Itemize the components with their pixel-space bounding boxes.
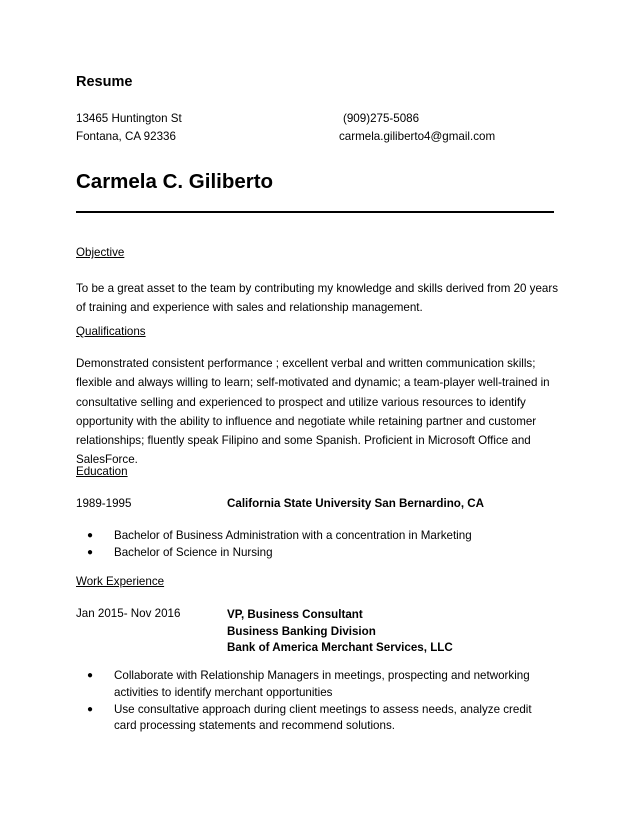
- degree-list: [76, 528, 556, 562]
- job-company: Bank of America Merchant Services, LLC: [227, 641, 453, 654]
- phone-number: (909)275-5086: [343, 112, 420, 125]
- contact-block: [339, 110, 495, 146]
- qualifications-text: Demonstrated consistent performance ; excellent verbal and written communication skills; flexible and always willing to learn; self-motivated and dynamic; a team-player well-trained in consultative selling and experienced to prospect and utilize various resources to identify opportunity with the ability to influence and negotiate while retaining partner and customer relationships; fluently speak Filipino and some Spanish. Proficient in Microsoft Office and SalesForce.: [76, 357, 550, 467]
- education-school: California State University San Bernardino, CA: [227, 497, 485, 510]
- name-underline-rule: [76, 211, 554, 213]
- degree-text: Bachelor of Science in Nursing: [114, 545, 273, 559]
- bullet-icon: ●: [87, 546, 94, 558]
- list-item: [76, 545, 556, 562]
- education-dates: 1989-1995: [76, 497, 132, 510]
- objective-heading: Objective: [76, 246, 125, 259]
- document-title: Resume: [76, 74, 133, 90]
- list-item: [76, 528, 556, 545]
- duty-text: Use consultative approach during client meetings to assess needs, analyze credit card processing statements and recommend solutions.: [114, 702, 532, 733]
- duty-text: Collaborate with Relationship Managers in meetings, prospecting and networking activities to identify merchant opportunities: [114, 669, 530, 699]
- address-city: Fontana, CA 92336: [76, 130, 176, 143]
- work-experience-heading: Work Experience: [76, 575, 165, 588]
- work-dates-row: [76, 607, 227, 620]
- job-division: Business Banking Division: [227, 624, 376, 638]
- qualifications-heading: Qualifications: [76, 325, 146, 338]
- degree-text: Bachelor of Business Administration with a concentration in Marketing: [114, 529, 472, 542]
- email-address: carmela.giliberto4@gmail.com: [339, 130, 496, 143]
- address-street: 13465 Huntington St: [76, 112, 182, 125]
- duties-list: [76, 668, 556, 735]
- education-heading: Education: [76, 465, 128, 478]
- job-header: [227, 607, 453, 657]
- address-block: [76, 110, 182, 146]
- list-item: [76, 668, 556, 702]
- education-row: [76, 497, 484, 510]
- job-title: VP, Business Consultant: [227, 608, 363, 621]
- bullet-icon: ●: [87, 703, 94, 715]
- bullet-icon: ●: [87, 670, 94, 681]
- list-item: [76, 702, 556, 736]
- work-dates: Jan 2015- Nov 2016: [76, 607, 181, 620]
- bullet-icon: ●: [87, 530, 94, 541]
- candidate-name: Carmela C. Giliberto: [76, 170, 274, 193]
- objective-text: To be a great asset to the team by contributing my knowledge and skills derived from 20 years of training and experience with sales and relationship management.: [76, 282, 559, 315]
